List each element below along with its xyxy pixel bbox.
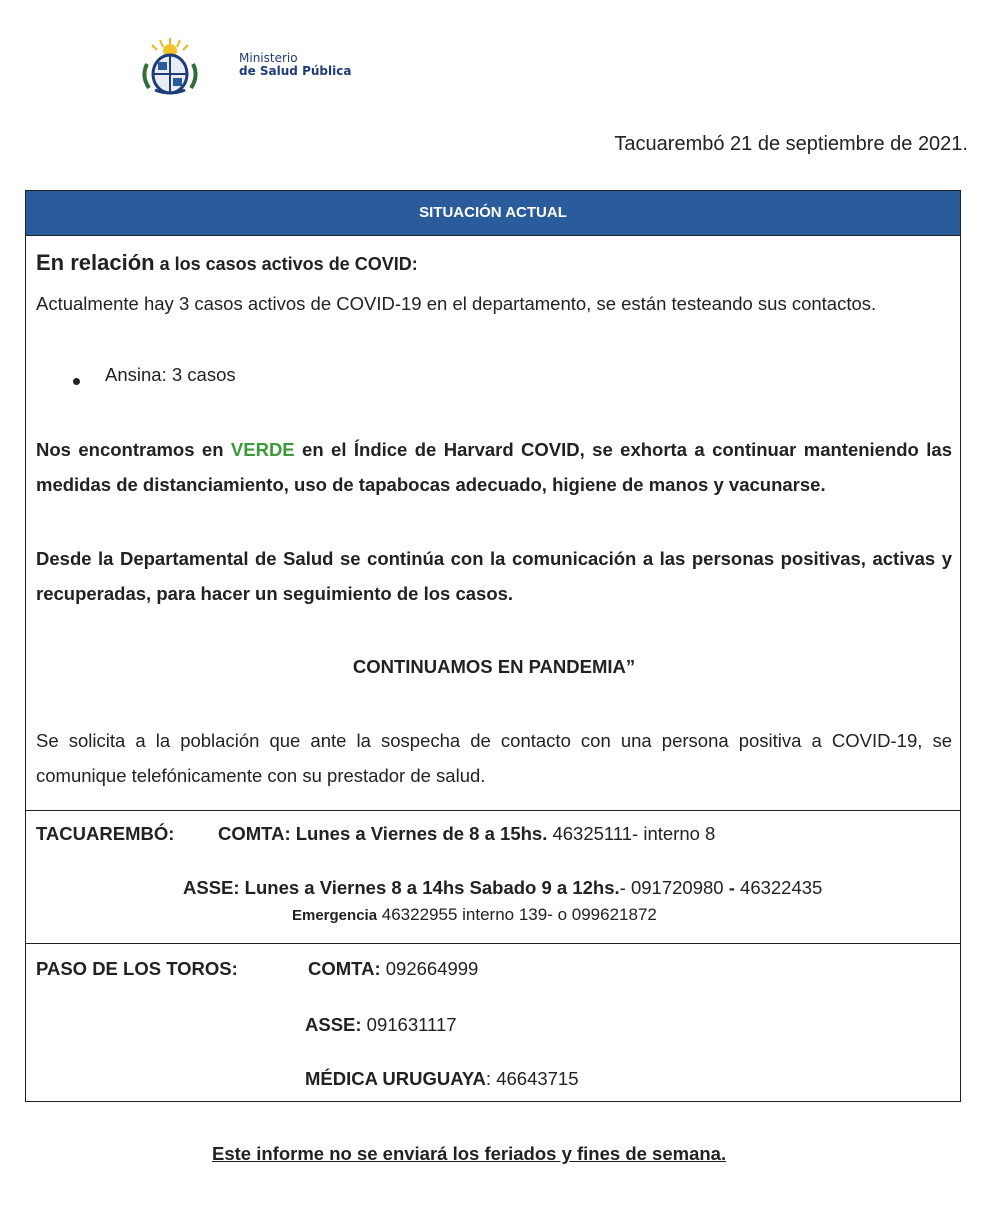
comta-hours: COMTA: Lunes a Viernes de 8 a 15hs. [218,823,548,844]
emergency-value: 46322955 interno 139- o 099621872 [377,905,657,924]
asse-hours: ASSE: Lunes a Viernes 8 a 14hs Sabado 9 a 12hs. [183,877,620,898]
bullet-item: Ansina: 3 casos [105,364,236,385]
bullet-icon [73,378,80,385]
comta-phone: 46325111- interno 8 [547,823,716,844]
current-situation-section [26,236,960,811]
heading-rest: a los casos activos de COVID [154,254,412,274]
paso-medica-value: : 46643715 [485,1068,579,1089]
tacuarembo-emergency [292,905,657,925]
follow-up-paragraph: Desde la Departamental de Salud se continúa con la comunicación a las personas positivas, activas y recuperadas, para hacer un seguimiento de los casos. [36,548,952,604]
ministry-name [239,52,351,78]
paso-comta-value: 092664999 [380,958,479,979]
asse-phone: - 091720980 [619,877,729,898]
tacuarembo-label: TACUAREMBÓ: [36,823,175,844]
pandemic-notice: CONTINUAMOS EN PANDEMIA” [352,656,636,677]
tacuarembo-contacts [26,811,960,944]
para2-start: Nos encontramos en [36,439,231,460]
logo-line1: Ministerio [239,51,298,65]
tacuarembo-asse [183,877,822,899]
contact-request-paragraph: Se solicita a la población que ante la sospecha de contacto con una persona positiva a COVID-19, se comunique telefónicamente con su prestador de salud. [36,730,952,786]
para2-end: en el Índice de Harvard COVID, se exhorta a continuar manteniendo las medidas de distanciamiento, uso de tapabocas adecuado, higiene de manos y vacunarse. [36,439,952,495]
coat-of-arms-icon [135,34,205,96]
heading-big: En relación [36,250,155,275]
tacuarembo-comta [218,823,715,845]
section-header: SITUACIÓN ACTUAL [26,191,960,236]
paso-medica-label: MÉDICA URUGUAYA [305,1068,486,1089]
report-date: Tacuarembó 21 de septiembre de 2021. [614,133,968,155]
paso-medica [305,1068,579,1090]
heading-colon: : [411,254,418,274]
paso-asse [305,1014,457,1036]
logo-line2: de Salud Pública [239,64,352,78]
asse-phone2: 46322435 [734,877,823,898]
paso-de-los-toros-contacts [26,944,960,1104]
ministry-logo [135,34,395,96]
section-heading [36,250,418,276]
footer-notice: Este informe no se enviará los feriados y fines de semana. [212,1143,727,1164]
paso-comta [308,958,478,980]
paso-asse-label: ASSE: [305,1014,362,1035]
verde-label: VERDE [230,439,295,460]
active-cases-paragraph: Actualmente hay 3 casos activos de COVID-19 en el departamento, se están testeando sus contactos. [36,293,877,314]
asse-separator: - [728,877,735,898]
report-box [25,190,961,1102]
harvard-index-paragraph [36,432,952,502]
paso-asse-value: 091631117 [361,1014,457,1035]
paso-comta-label: COMTA: [308,958,381,979]
emergency-label: Emergencia [292,907,378,924]
paso-label: PASO DE LOS TOROS: [36,958,238,979]
